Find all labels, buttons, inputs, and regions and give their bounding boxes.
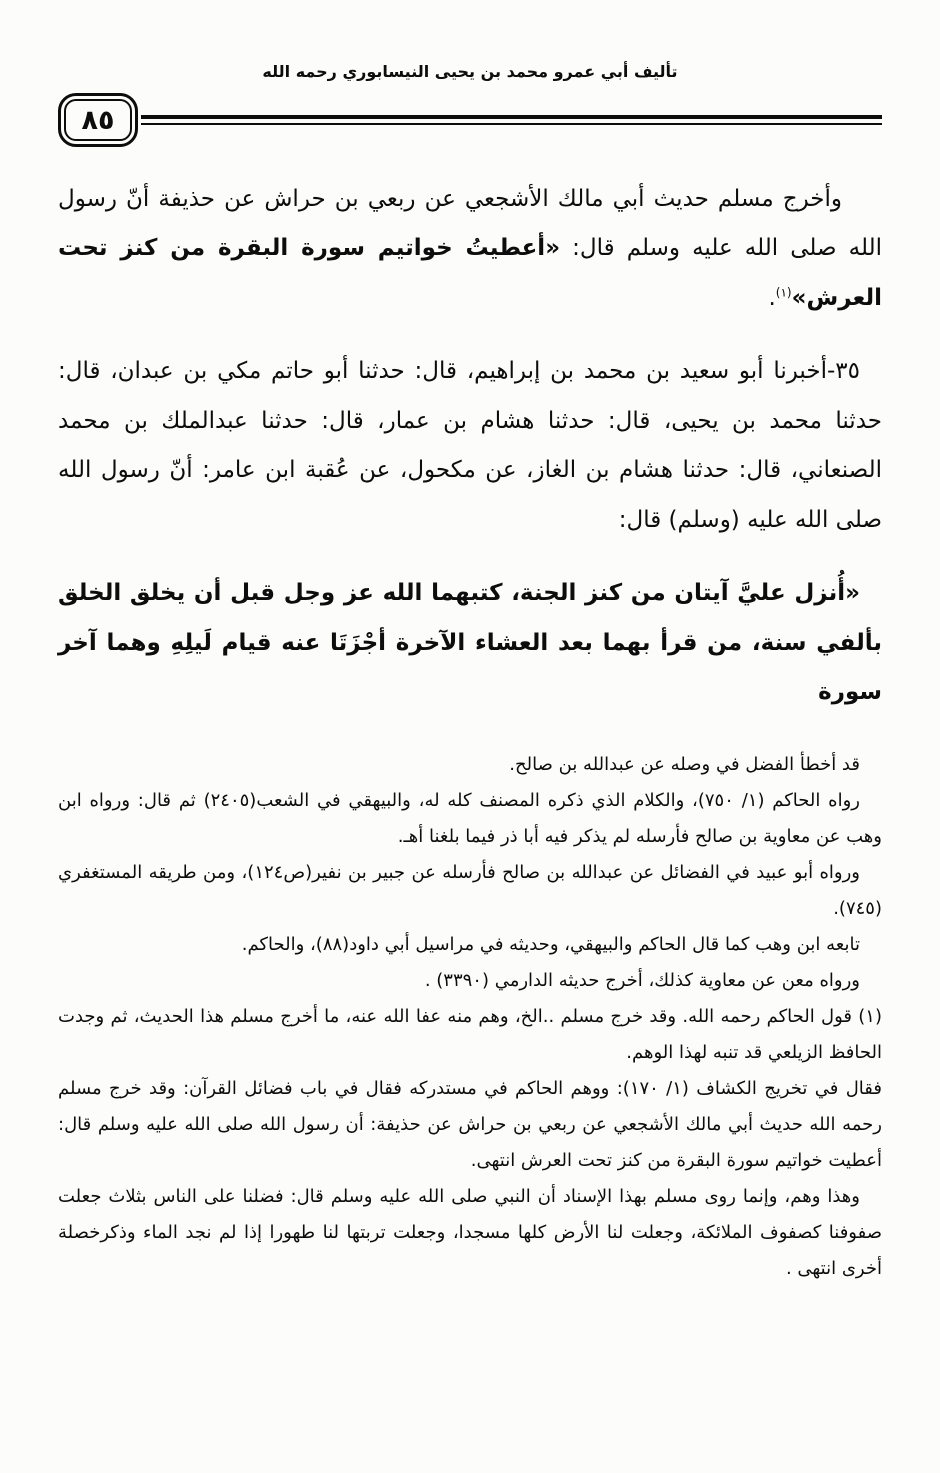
footnote-line: رواه الحاكم (١/ ٧٥٠)، والكلام الذي ذكره المصنف كله له، والبيهقي في الشعب(٢٤٠٥) ثم قال: ورواه ابن وهب عن معاوية بن صالح فأرسله لم يذكر فيه أبا ذر فيما بلغنا أهـ. — [58, 790, 882, 848]
footnote-line: ورواه معن عن معاوية كذلك، أخرج حديثه الدارمي (٣٣٩٠) . — [424, 970, 860, 992]
page-number: ٨٥ — [64, 99, 132, 141]
para1-hadith-quote: «أعطيتُ خواتيم سورة البقرة من كنز تحت العرش» — [58, 235, 882, 311]
footnote-line: وهذا وهم، وإنما روى مسلم بهذا الإسناد أن النبي صلى الله عليه وسلم قال: فضلنا على الناس بثلاث جعلت صفوفنا كصفوف الملائكة، وجعلت لنا الأرض كلها مسجدا، وجعلت تربتها لنا طهورا إذا لم نجد الماء وذكرخصلة أخرى انتهى . — [58, 1186, 882, 1280]
footnote-line: فقال في تخريج الكشاف (١/ ١٧٠): ووهم الحاكم في مستدركه فقال في باب فضائل القرآن: وقد خرج مسلم رحمه الله حديث أبي مالك الأشجعي عن ربعي بن حراش عن حذيفة: أن رسول الله صلى الله عليه وسلم قال: أعطيت خواتيم سورة البقرة من كنز تحت العرش انتهى. — [58, 1078, 882, 1172]
para1-narration-text: وأخرج مسلم حديث أبي مالك الأشجعي عن ربعي بن حراش عن حذيفة أنّ رسول الله صلى الله عليه وسلم قال: — [58, 186, 882, 262]
footnote-line: ورواه أبو عبيد في الفضائل عن عبدالله بن صالح فأرسله عن جبير بن نفير(ص١٢٤)، ومن طريقه المستغفري (٧٤٥). — [58, 862, 882, 920]
para1-period: . — [768, 284, 776, 311]
page-header — [58, 62, 882, 149]
paragraph-hadith-muslim — [58, 175, 882, 323]
page-body — [58, 175, 882, 717]
footnote-line: تابعه ابن وهب كما قال الحاكم والبيهقي، وحديثه في مراسيل أبي داود(٨٨)، والحاكم. — [241, 934, 860, 956]
paragraph-hadith-two-verses: «أُنزل عليَّ آيتان من كنز الجنة، كتبهما الله عز وجل قبل أن يخلق الخلق بألفي سنة، من قرأ بهما بعد العشاء الآخرة أجْزَتَا عنه قيام لَيلِهِ وهما آخر سورة — [58, 580, 882, 705]
header-double-rule — [141, 115, 882, 125]
footnotes-section — [58, 747, 882, 1287]
header-author-title: تأليف أبي عمرو محمد بن يحيى النيسابوري رحمه الله — [262, 62, 678, 81]
footnote-line: قد أخطأ الفضل في وصله عن عبدالله بن صالح. — [509, 754, 860, 776]
page-number-badge — [58, 93, 138, 147]
paragraph-isnad-35: ٣٥-أخبرنا أبو سعيد بن محمد بن إبراهيم، قال: حدثنا أبو حاتم مكي بن عبدان، قال: حدثنا محمد بن يحيى، قال: حدثنا هشام بن عمار، قال: حدثنا عبدالملك بن محمد الصنعاني، قال: حدثنا هشام بن الغاز، عن مكحول، عن عُقبة ابن عامر: أنّ رسول الله صلى الله عليه (وسلم) قال: — [58, 358, 882, 533]
footnote-ref-1: (١) — [775, 285, 792, 300]
header-rule-row — [58, 91, 882, 149]
footnote-1: (١) قول الحاكم رحمه الله. وقد خرج مسلم ..الخ، وهم منه عفا الله عنه، ما أخرج مسلم هذا الحديث، ثم وجدت الحافظ الزيلعي قد تنبه لهذا الوهم. — [58, 1006, 882, 1064]
